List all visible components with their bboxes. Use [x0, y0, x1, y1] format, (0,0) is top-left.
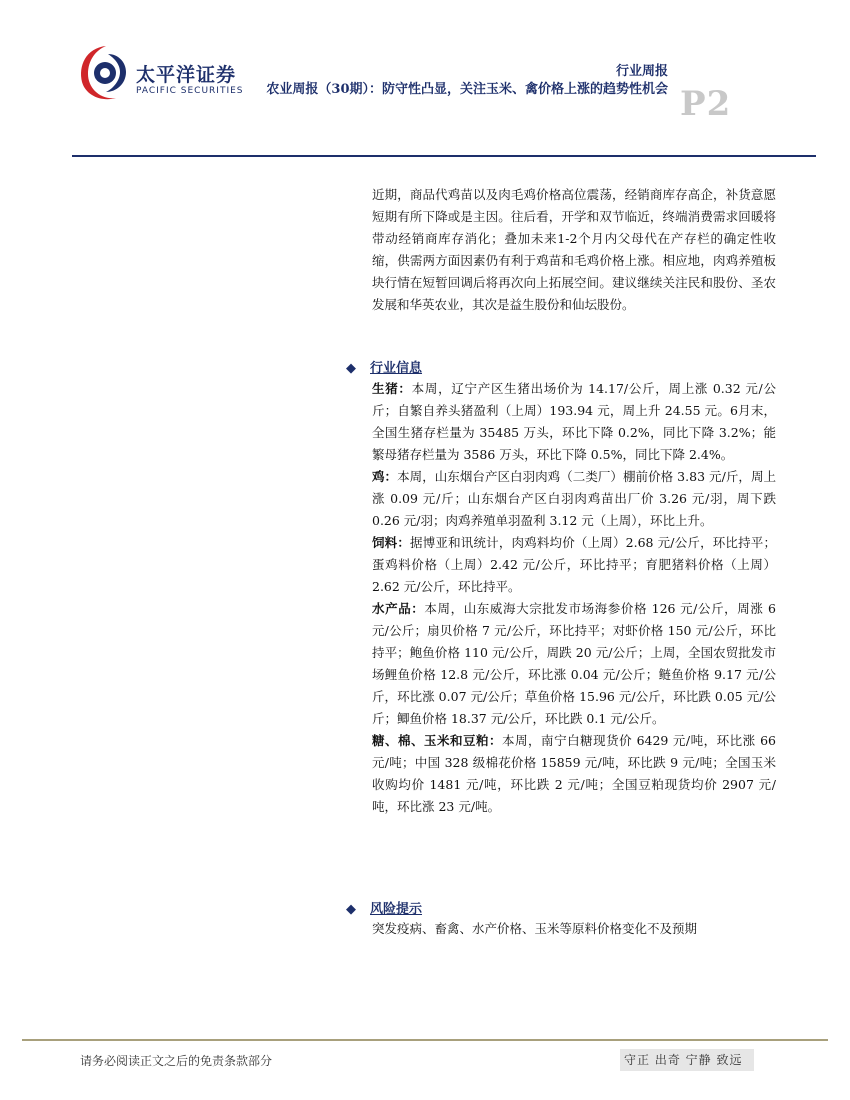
- section-industry-info: [346, 357, 422, 376]
- report-category: 行业周报: [615, 64, 668, 79]
- info-paragraph-feed: [372, 532, 776, 598]
- info-text: 本周，南宁白糖现货价 6429 元/吨，环比涨 66 元/吨；中国 328 级棉花价格 15859 元/吨，环比跌 9 元/吨；全国玉米收购均价 1481 元/吨，环比跌 2 元/吨；全国豆粕现货均价 2907 元/吨，环比涨 23 元/吨。: [372, 733, 776, 814]
- header-divider: [72, 155, 816, 157]
- info-paragraph-chicken: [372, 466, 776, 532]
- logo-name-cn: 太平洋证券: [136, 64, 237, 86]
- footer-disclaimer: 请务必阅读正文之后的免责条款部分: [80, 1054, 273, 1068]
- page-number: P2: [680, 84, 732, 124]
- info-text: 本周，山东威海大宗批发市场海参价格 126 元/公斤，周涨 6 元/公斤；扇贝价格 7 元/公斤，环比持平；对虾价格 150 元/公斤，环比持平；鲍鱼价格 110 元/公斤，周跌 20 元/公斤；上周，全国农贸批发市场鲤鱼价格 12.8 元/公斤，环比涨 0.04 元/公斤；鲢鱼价格 9.17 元/公斤，环比涨 0.07 元/公斤；草鱼价格 15.96 元/公斤，环比跌 0.05 元/公斤；鲫鱼价格 18.37 元/公斤，环比跌 0.1 元/公斤。: [372, 601, 776, 726]
- risk-text: 突发疫病、畜禽、水产价格、玉米等原料价格变化不及预期: [372, 921, 698, 936]
- info-label: 饲料：: [372, 535, 411, 550]
- info-label: 鸡：: [372, 469, 398, 484]
- section-risk: [346, 898, 422, 917]
- footer-slogan: 守正 出奇 宁静 致远: [620, 1049, 754, 1071]
- industry-info-body: [372, 378, 776, 818]
- diamond-bullet-icon: ◆: [346, 361, 356, 376]
- info-label: 水产品：: [372, 601, 425, 616]
- info-label: 生猪：: [372, 381, 412, 396]
- footer-divider: [22, 1039, 828, 1041]
- pacific-logo-icon: [78, 42, 132, 102]
- company-logo: [78, 42, 248, 102]
- section-heading: 风险提示: [370, 902, 423, 917]
- intro-paragraph: 近期，商品代鸡苗以及肉毛鸡价格高位震荡，经销商库存高企，补货意愿短期有所下降或是主因。往后看，开学和双节临近，终端消费需求回暖将带动经销商库存消化；叠加未来1-2个月内父母代在产存栏的确定性收缩，供需两方面因素仍有利于鸡苗和毛鸡价格上涨。相应地，肉鸡养殖板块行情在短暂回调后将再次向上拓展空间。建议继续关注民和股份、圣农发展和华英农业，其次是益生股份和仙坛股份。: [372, 187, 776, 312]
- report-title: 农业周报（30期）：防守性凸显，关注玉米、禽价格上涨的趋势性机会: [266, 82, 668, 97]
- diamond-bullet-icon: ◆: [346, 902, 356, 917]
- section-heading: 行业信息: [370, 361, 423, 376]
- info-text: 本周，山东烟台产区白羽肉鸡（二类厂）棚前价格 3.83 元/斤，周上涨 0.09 元/斤；山东烟台产区白羽肉鸡苗出厂价 3.26 元/羽，周下跌 0.26 元/羽；肉鸡养殖单羽盈利 3.12 元（上周），环比上升。: [372, 469, 776, 528]
- logo-name-en: PACIFIC SECURITIES: [136, 86, 244, 96]
- info-text: 本周，辽宁产区生猪出场价为 14.17/公斤，周上涨 0.32 元/公斤；自繁自养头猪盈利（上周）193.94 元，周上升 24.55 元。6月末，全国生猪存栏量为 35485 万头，环比下降 0.2%，同比下降 3.2%；能繁母猪存栏量为 3586 万头，环比下降 0.5%，同比下降 2.4%。: [372, 381, 776, 462]
- info-paragraph-commodities: [372, 730, 776, 818]
- info-text: 据博亚和讯统计，肉鸡料均价（上周）2.68 元/公斤，环比持平；蛋鸡料价格（上周）2.42 元/公斤，环比持平；育肥猪料价格（上周）2.62 元/公斤，环比持平。: [372, 535, 776, 594]
- info-label: 糖、棉、玉米和豆粕：: [372, 733, 503, 748]
- info-paragraph-aquatic: [372, 598, 776, 730]
- info-paragraph-hog: [372, 378, 776, 466]
